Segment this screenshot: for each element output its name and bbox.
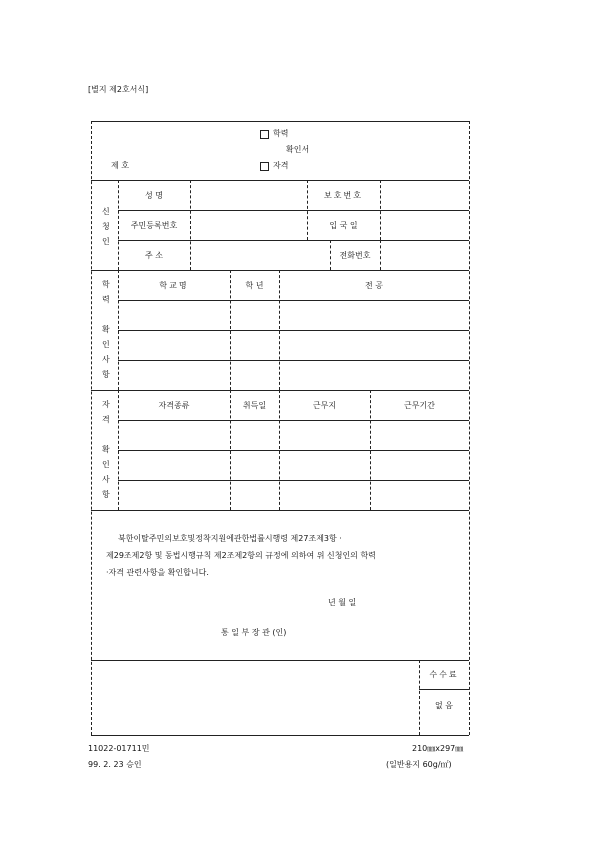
qualification-divider (91, 510, 469, 511)
col-major: 전 공 (365, 281, 383, 290)
education-label-4: 확 (102, 325, 110, 334)
fee-label: 수수료 (429, 670, 459, 679)
qualification-row[interactable] (119, 451, 468, 479)
qualification-label-1: 자 (102, 400, 110, 409)
qualification-label-2: 격 (102, 415, 110, 424)
education-label-6: 사 (102, 355, 110, 364)
form-label: [별지 제2호서식] (88, 85, 149, 94)
qualification-label-5: 인 (102, 460, 110, 469)
form-title: 확인서 (286, 145, 310, 154)
frame-bottom (91, 735, 469, 736)
address-field[interactable] (191, 241, 329, 269)
qualification-checkbox[interactable] (260, 162, 269, 171)
option-education: 학력 (273, 129, 289, 138)
paper-type: (일반용지 60g/㎡) (386, 760, 452, 769)
phone-label: 전화번호 (339, 251, 371, 260)
phone-field[interactable] (381, 241, 468, 269)
statement-line-2: 제29조제2항 및 동법시행규칙 제2조제2항의 규정에 의하여 위 신청인의 학력 (106, 551, 376, 560)
education-label-5: 인 (102, 340, 110, 349)
resident-no-label: 주민등록번호 (130, 221, 178, 230)
frame-left (91, 121, 92, 735)
qualification-row[interactable] (119, 421, 468, 449)
name-label: 성 명 (145, 191, 163, 200)
education-label-7: 항 (102, 370, 110, 379)
guardian-field[interactable] (381, 181, 468, 209)
entry-date-field[interactable] (381, 211, 468, 239)
statement-line-3: ·자격 관련사항을 확인합니다. (106, 568, 209, 577)
form-code: 11022-01711민 (88, 744, 150, 753)
col-date: 취득일 (242, 401, 267, 410)
applicant-label-1: 신 (102, 207, 110, 216)
education-label-1: 학 (102, 280, 110, 289)
education-label-2: 력 (102, 295, 110, 304)
col-period: 근무기간 (404, 401, 435, 410)
qualification-row[interactable] (119, 481, 468, 509)
qualification-label-4: 확 (102, 445, 110, 454)
fee-value: 없 음 (435, 701, 453, 710)
education-row[interactable] (119, 361, 468, 389)
applicant-divider (91, 270, 469, 271)
qualification-label-7: 항 (102, 490, 110, 499)
stamp-area[interactable] (92, 661, 418, 734)
name-field[interactable] (191, 181, 306, 209)
statement-date: 년 월 일 (328, 598, 357, 607)
education-row[interactable] (119, 301, 468, 329)
education-divider (91, 390, 469, 391)
entry-date-label: 입 국 일 (329, 221, 358, 230)
col-year: 학 년 (245, 281, 264, 290)
address-label: 주 소 (145, 251, 163, 260)
paper-size: 210㎜x297㎜ (412, 744, 464, 753)
frame-top (91, 121, 469, 122)
education-row[interactable] (119, 331, 468, 359)
fee-row-line (419, 689, 469, 690)
applicant-label-2: 청 (102, 222, 110, 231)
qualification-label-6: 사 (102, 475, 110, 484)
option-qualification: 자격 (273, 161, 289, 170)
number-label: 제 호 (111, 161, 129, 170)
applicant-label-3: 인 (102, 237, 110, 246)
resident-no-field[interactable] (191, 211, 306, 239)
col-workplace: 근무지 (312, 401, 337, 410)
signatory: 통 일 부 장 관 (인) (221, 628, 287, 637)
col-type: 자격종류 (158, 401, 190, 410)
frame-right (469, 121, 470, 735)
education-checkbox[interactable] (260, 130, 269, 139)
col-school: 학교명 (159, 281, 189, 290)
statement-line-1: 북한이탈주민의보호및정착지원에관한법률시행령 제27조제3항 · (118, 534, 342, 543)
guardian-label: 보호번호 (324, 191, 363, 200)
approval-date: 99. 2. 23 승인 (88, 760, 142, 769)
